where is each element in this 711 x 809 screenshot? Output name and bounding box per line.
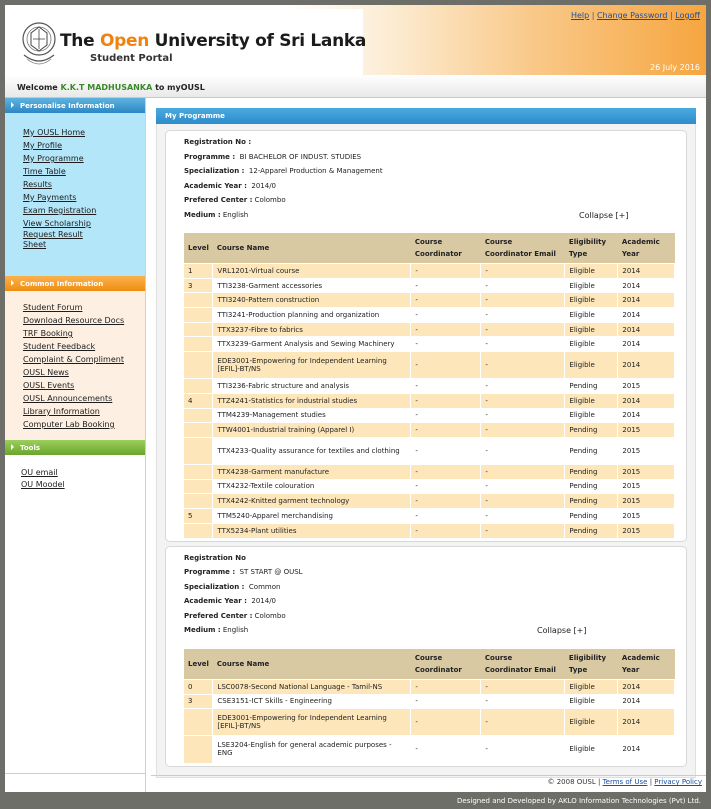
cell-academic-year: 2015 — [618, 464, 675, 479]
personalise-menu — [5, 113, 145, 276]
table-row — [184, 408, 675, 423]
table-row — [184, 736, 675, 763]
cell-coordinator-email: - — [481, 736, 565, 763]
nav-request-result-sheet[interactable]: Request Result Sheet — [23, 230, 83, 249]
terms-link[interactable]: Terms of Use — [602, 778, 648, 786]
change-password-link[interactable]: Change Password — [596, 11, 668, 20]
table-row — [184, 523, 675, 538]
cell-level: 0 — [184, 679, 213, 694]
cell-coordinator: - — [411, 352, 481, 379]
sidebar-divider — [5, 773, 146, 774]
cell-course-name: LSC0078-Second National Language - Tamil-NS — [213, 679, 411, 694]
cell-academic-year: 2015 — [618, 423, 675, 438]
cell-level — [184, 709, 213, 736]
table-row — [184, 464, 675, 479]
cell-coordinator: - — [411, 479, 481, 494]
cell-academic-year: 2014 — [618, 694, 675, 709]
cell-coordinator-email: - — [481, 523, 565, 538]
common-menu — [5, 291, 145, 440]
main-content — [156, 108, 696, 778]
nav-complaint-compliment[interactable]: Complaint & Compliment — [23, 355, 124, 364]
brand-title: The Open University of Sri Lanka — [60, 31, 367, 51]
nav-ousl-events[interactable]: OUSL Events — [23, 381, 75, 390]
collapse-toggle[interactable]: Collapse [+] — [537, 626, 587, 636]
cell-academic-year: 2014 — [618, 679, 675, 694]
courses-table — [184, 649, 675, 763]
cell-eligibility: Eligible — [565, 736, 618, 763]
cell-course-name: TTX4238-Garment manufacture — [213, 464, 411, 479]
cell-course-name: TTI3236-Fabric structure and analysis — [213, 379, 411, 394]
cell-eligibility: Pending — [565, 437, 618, 464]
programme-row: Programme : BI BACHELOR OF INDUST. STUDIES — [184, 152, 362, 161]
cell-course-name: VRL1201-Virtual course — [213, 264, 411, 279]
cell-academic-year: 2014 — [618, 337, 675, 352]
table-row — [184, 322, 675, 337]
cell-eligibility: Eligible — [565, 709, 618, 736]
cell-course-name: TTM5240-Apparel merchandising — [213, 508, 411, 523]
nav-ou-email[interactable]: OU email — [21, 468, 58, 477]
programme-value: BI BACHELOR OF INDUST. STUDIES — [239, 152, 362, 161]
academic-year-row: Academic Year : 2014/0 — [184, 181, 277, 190]
specialization-value: 12-Apparel Production & Management — [248, 167, 383, 175]
cell-academic-year: 2014 — [618, 393, 675, 408]
cell-course-name: TTX4232-Textile colouration — [213, 479, 411, 494]
cell-eligibility: Eligible — [565, 278, 618, 293]
courses-body — [184, 679, 675, 762]
cell-coordinator: - — [411, 293, 481, 308]
nav-time-table[interactable]: Time Table — [23, 167, 66, 176]
cell-course-name: TTM4239-Management studies — [213, 408, 411, 423]
col-course-name: Course Name — [213, 233, 411, 264]
cell-coordinator-email: - — [481, 337, 565, 352]
cell-course-name: TTZ4241-Statistics for industrial studies — [213, 393, 411, 408]
col-eligibility: Eligibility Type — [565, 649, 618, 680]
cell-eligibility: Eligible — [565, 408, 618, 423]
cell-eligibility: Pending — [565, 508, 618, 523]
cell-level: 5 — [184, 508, 213, 523]
medium-value: English — [222, 626, 249, 635]
portal-subtitle: Student Portal — [90, 53, 173, 64]
logo-area — [10, 9, 367, 75]
cell-academic-year: 2015 — [618, 437, 675, 464]
table-row — [184, 293, 675, 308]
col-coordinator: Course Coordinator — [411, 649, 481, 680]
table-row — [184, 278, 675, 293]
specialization-row: Specialization : 12-Apparel Production & Management — [184, 167, 383, 175]
cell-level — [184, 337, 213, 352]
table-row — [184, 709, 675, 736]
cell-course-name: TTI3240-Pattern construction — [213, 293, 411, 308]
table-row — [184, 494, 675, 509]
programmes-panel — [156, 124, 696, 778]
table-row — [184, 393, 675, 408]
programme-row: Programme : ST START @ OUSL — [184, 568, 303, 577]
table-row — [184, 352, 675, 379]
cell-course-name: TTX5234-Plant utilities — [213, 523, 411, 538]
table-row — [184, 379, 675, 394]
cell-eligibility: Eligible — [565, 352, 618, 379]
cell-academic-year: 2014 — [618, 736, 675, 763]
cell-coordinator-email: - — [481, 479, 565, 494]
cell-coordinator-email: - — [481, 322, 565, 337]
cell-academic-year: 2015 — [618, 523, 675, 538]
cell-course-name: TTI3238-Garment accessories — [213, 278, 411, 293]
col-coordinator-email: Course Coordinator Email — [481, 233, 565, 264]
registration-row: Registration No — [184, 553, 246, 562]
cell-coordinator-email: - — [481, 264, 565, 279]
nav-my-programme[interactable]: My Programme — [23, 154, 84, 163]
col-academic-year: Academic Year — [618, 649, 675, 680]
cell-eligibility: Eligible — [565, 308, 618, 323]
cell-level: 1 — [184, 264, 213, 279]
user-name: K.K.T MADHUSANKA — [60, 83, 153, 92]
credit-bar: Designed and Developed by AKLO Information Technologies (Pvt) Ltd. — [457, 797, 701, 805]
registration-row: Registration No : — [184, 138, 252, 146]
welcome-suffix: to myOUSL — [155, 83, 205, 92]
cell-course-name: TTX4233-Quality assurance for textiles and clothing — [213, 437, 411, 464]
cell-academic-year: 2015 — [618, 508, 675, 523]
cell-eligibility: Pending — [565, 464, 618, 479]
cell-coordinator-email: - — [481, 308, 565, 323]
col-course-name: Course Name — [213, 649, 411, 680]
cell-course-name: TTX3239-Garment Analysis and Sewing Machinery — [213, 337, 411, 352]
specialization-row: Specialization : Common — [184, 582, 281, 591]
courses-body — [184, 264, 675, 538]
table-row — [184, 337, 675, 352]
cell-level — [184, 408, 213, 423]
cell-coordinator: - — [411, 379, 481, 394]
programme-value: ST START @ OUSL — [239, 568, 303, 577]
university-seal-icon — [18, 15, 60, 71]
logoff-link[interactable]: Logoff — [675, 11, 700, 20]
table-row — [184, 437, 675, 464]
table-row — [184, 508, 675, 523]
cell-academic-year: 2014 — [618, 322, 675, 337]
table-row — [184, 679, 675, 694]
cell-level — [184, 352, 213, 379]
cell-eligibility: Pending — [565, 523, 618, 538]
cell-coordinator-email: - — [481, 494, 565, 509]
cell-coordinator: - — [411, 736, 481, 763]
nav-view-scholarship[interactable]: View Scholarship — [23, 219, 91, 228]
cell-coordinator: - — [411, 437, 481, 464]
table-row — [184, 264, 675, 279]
cell-coordinator-email: - — [481, 679, 565, 694]
cell-level — [184, 437, 213, 464]
nav-results[interactable]: Results — [23, 180, 52, 189]
cell-coordinator-email: - — [481, 379, 565, 394]
nav-ou-moodel[interactable]: OU Moodel — [21, 480, 65, 489]
col-eligibility: Eligibility Type — [565, 233, 618, 264]
cell-eligibility: Eligible — [565, 293, 618, 308]
cell-coordinator-email: - — [481, 437, 565, 464]
nav-exam-registration[interactable]: Exam Registration — [23, 206, 97, 215]
cell-coordinator-email: - — [481, 278, 565, 293]
cell-eligibility: Eligible — [565, 694, 618, 709]
nav-ousl-announcements[interactable]: OUSL Announcements — [23, 394, 113, 403]
nav-my-profile[interactable]: My Profile — [23, 141, 63, 150]
table-row — [184, 308, 675, 323]
cell-academic-year: 2014 — [618, 352, 675, 379]
cell-coordinator: - — [411, 423, 481, 438]
cell-academic-year: 2014 — [618, 709, 675, 736]
cell-eligibility: Eligible — [565, 264, 618, 279]
cell-coordinator: - — [411, 694, 481, 709]
cell-level — [184, 322, 213, 337]
welcome-bar — [5, 75, 706, 98]
portal-frame — [5, 5, 706, 792]
cell-coordinator: - — [411, 308, 481, 323]
cell-coordinator: - — [411, 523, 481, 538]
arrow-right-icon — [11, 280, 14, 286]
col-coordinator-email: Course Coordinator Email — [481, 649, 565, 680]
arrow-right-icon — [11, 102, 14, 108]
cell-level: 3 — [184, 694, 213, 709]
nav-my-ousl-home[interactable]: My OUSL Home — [23, 128, 86, 137]
cell-course-name: LSE3204-English for general academic purposes - ENG — [213, 736, 411, 763]
cell-course-name: EDE3001-Empowering for Independent Learning [EFIL]-BT/NS — [213, 352, 411, 379]
cell-coordinator-email: - — [481, 408, 565, 423]
center-row: Prefered Center : Colombo — [184, 611, 286, 620]
col-coordinator: Course Coordinator — [411, 233, 481, 264]
cell-coordinator-email: - — [481, 709, 565, 736]
cell-coordinator: - — [411, 393, 481, 408]
cell-coordinator: - — [411, 322, 481, 337]
cell-coordinator: - — [411, 408, 481, 423]
cell-level — [184, 423, 213, 438]
tools-menu — [5, 455, 145, 495]
col-level: Level — [184, 233, 213, 264]
cell-level: 4 — [184, 393, 213, 408]
cell-coordinator: - — [411, 709, 481, 736]
welcome-prefix: Welcome — [17, 83, 58, 92]
center-value: Colombo — [254, 196, 286, 204]
sidebar — [5, 98, 146, 792]
cell-eligibility: Eligible — [565, 337, 618, 352]
medium-row: Medium : English Collapse [+] — [184, 626, 587, 636]
nav-trf-booking[interactable]: TRF Booking — [23, 329, 73, 338]
center-value: Colombo — [254, 611, 286, 620]
cell-eligibility: Pending — [565, 379, 618, 394]
cell-coordinator: - — [411, 508, 481, 523]
copyright-bar: © 2008 OUSL | Terms of Use | Privacy Policy — [151, 775, 706, 788]
cell-level — [184, 379, 213, 394]
table-header-row — [184, 233, 675, 264]
cell-academic-year: 2015 — [618, 379, 675, 394]
cell-coordinator: - — [411, 464, 481, 479]
medium-row: Medium : English Collapse [+] — [184, 210, 629, 220]
cell-level — [184, 479, 213, 494]
cell-coordinator: - — [411, 278, 481, 293]
table-row — [184, 694, 675, 709]
cell-eligibility: Eligible — [565, 322, 618, 337]
cell-level — [184, 494, 213, 509]
cell-academic-year: 2015 — [618, 494, 675, 509]
cell-coordinator-email: - — [481, 352, 565, 379]
nav-student-feedback[interactable]: Student Feedback — [23, 342, 96, 351]
cell-course-name: CSE3151-ICT Skills - Engineering — [213, 694, 411, 709]
cell-academic-year: 2014 — [618, 308, 675, 323]
cell-level — [184, 523, 213, 538]
academic-year-row: Academic Year : 2014/0 — [184, 597, 277, 606]
cell-coordinator-email: - — [481, 293, 565, 308]
top-links: Help | Change Password | Logoff — [570, 11, 700, 20]
collapse-toggle[interactable]: Collapse [+] — [579, 210, 629, 220]
cell-level — [184, 293, 213, 308]
cell-level — [184, 736, 213, 763]
page-title: My Programme — [156, 108, 696, 124]
cell-level: 3 — [184, 278, 213, 293]
cell-eligibility: Pending — [565, 423, 618, 438]
tools-header: Tools — [5, 440, 145, 455]
cell-course-name: TTX4242-Knitted garment technology — [213, 494, 411, 509]
center-row: Prefered Center : Colombo — [184, 196, 286, 204]
cell-eligibility: Eligible — [565, 393, 618, 408]
table-row — [184, 423, 675, 438]
cell-academic-year: 2014 — [618, 278, 675, 293]
specialization-value: Common — [248, 582, 281, 591]
cell-level — [184, 308, 213, 323]
medium-value: English — [222, 210, 249, 219]
cell-course-name: TTW4001-Industrial training (Apparel I) — [213, 423, 411, 438]
courses-table — [184, 233, 675, 538]
cell-eligibility: Pending — [565, 494, 618, 509]
cell-academic-year: 2014 — [618, 408, 675, 423]
col-academic-year: Academic Year — [618, 233, 675, 264]
header — [5, 5, 706, 75]
cell-eligibility: Eligible — [565, 679, 618, 694]
cell-eligibility: Pending — [565, 479, 618, 494]
arrow-right-icon — [11, 444, 14, 450]
cell-coordinator-email: - — [481, 423, 565, 438]
nav-library-information[interactable]: Library Information — [23, 407, 100, 416]
cell-coordinator-email: - — [481, 694, 565, 709]
personalise-header: Personalise Information — [5, 98, 145, 113]
table-row — [184, 479, 675, 494]
nav-student-forum[interactable]: Student Forum — [23, 303, 83, 312]
nav-computer-lab-booking[interactable]: Computer Lab Booking — [23, 420, 115, 429]
cell-course-name: TTI3241-Production planning and organization — [213, 308, 411, 323]
help-link[interactable]: Help — [570, 11, 590, 20]
programme-card — [165, 546, 687, 767]
privacy-link[interactable]: Privacy Policy — [654, 778, 702, 786]
academic-year-value: 2014/0 — [251, 597, 277, 606]
cell-academic-year: 2015 — [618, 479, 675, 494]
copyright-text: © 2008 OUSL | — [547, 778, 601, 786]
common-header: Common Information — [5, 276, 145, 291]
nav-my-payments[interactable]: My Payments — [23, 193, 77, 202]
cell-academic-year: 2014 — [618, 293, 675, 308]
table-header-row — [184, 649, 675, 680]
nav-download-resource-docs[interactable]: Download Resource Docs — [23, 316, 125, 325]
cell-level — [184, 464, 213, 479]
cell-coordinator-email: - — [481, 508, 565, 523]
cell-academic-year: 2014 — [618, 264, 675, 279]
col-level: Level — [184, 649, 213, 680]
academic-year-value: 2014/0 — [251, 181, 277, 190]
cell-coordinator-email: - — [481, 464, 565, 479]
cell-coordinator: - — [411, 494, 481, 509]
cell-course-name: TTX3237-Fibre to fabrics — [213, 322, 411, 337]
cell-coordinator: - — [411, 264, 481, 279]
programme-card — [165, 130, 687, 542]
nav-ousl-news[interactable]: OUSL News — [23, 368, 69, 377]
cell-coordinator-email: - — [481, 393, 565, 408]
cell-course-name: EDE3001-Empowering for Independent Learning [EFIL]-BT/NS — [213, 709, 411, 736]
cell-coordinator: - — [411, 337, 481, 352]
current-date: 26 July 2016 — [649, 63, 700, 72]
cell-coordinator: - — [411, 679, 481, 694]
